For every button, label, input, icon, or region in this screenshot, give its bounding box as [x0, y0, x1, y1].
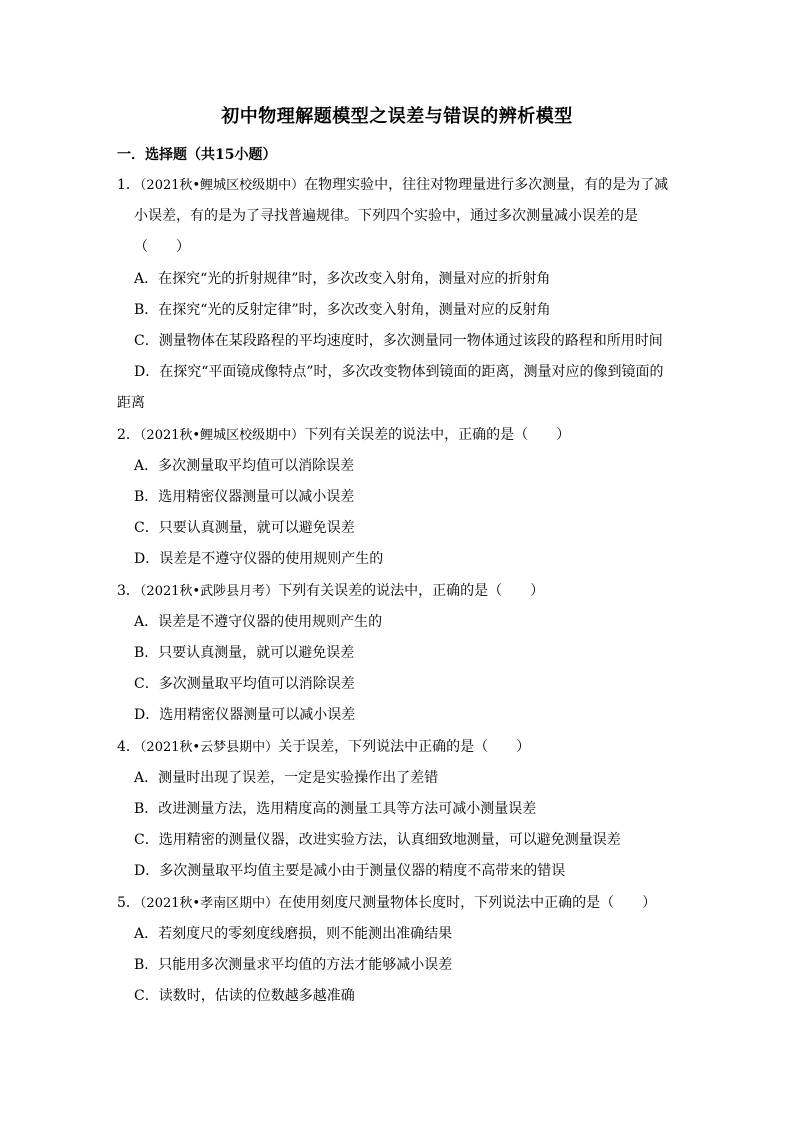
question-list: [117, 170, 679, 1012]
question-stem: [117, 888, 679, 919]
option-a: A．若刻度尺的零刻度线磨损，则不能测出准确结果: [134, 925, 453, 942]
section-heading: 一．选择题（共15小题）: [117, 147, 277, 163]
question-source: （2021秋•鲤城区校级期中）: [139, 427, 305, 443]
option-a: A．多次测量取平均值可以消除误差: [134, 457, 355, 474]
option-b: B．只能用多次测量求平均值的方法才能够减小误差: [134, 957, 453, 974]
option-d-continuation-text: 距离: [117, 395, 145, 412]
question-text: 下列有关误差的说法中，正确的是（ ）: [304, 426, 571, 443]
question-text: 关于误差，下列说法中正确的是（ ）: [278, 738, 531, 755]
question-5: [117, 888, 679, 1013]
question-text: 在物理实验中，往往对物理量进行多次测量，有的是为了减小误差，有的是为了寻找普遍规律。下列四个实验中，通过多次测量减小误差的是（ ）: [134, 177, 669, 256]
option-b: B．只要认真测量，就可以避免误差: [134, 645, 355, 662]
question-stem: [117, 576, 679, 607]
question-source: （2021秋•鲤城区校级期中）: [139, 178, 305, 193]
option-c: C．选用精密的测量仪器，改进实验方法，认真细致地测量，可以避免测量误差: [134, 832, 621, 849]
option-d: D．在探究“平面镜成像特点”时，多次改变物体到镜面的距离，测量对应的像到镜面的: [134, 364, 664, 381]
option-c: C．测量物体在某段路程的平均速度时，多次测量同一物体通过该段的路程和所用时间: [134, 333, 663, 350]
question-number: 1．: [117, 177, 140, 193]
option-d: D．误差是不遵守仪器的使用规则产生的: [134, 551, 384, 568]
option-a: A．在探究“光的折射规律”时，多次改变入射角，测量对应的折射角: [134, 270, 551, 287]
option-c: C．读数时，估读的位数越多越准确: [134, 988, 355, 1005]
option-b: B．选用精密仪器测量可以减小误差: [134, 489, 355, 506]
option-a: A．误差是不遵守仪器的使用规则产生的: [134, 613, 383, 630]
question-2: [117, 420, 679, 576]
option-a: A．测量时出现了误差，一定是实验操作出了差错: [134, 769, 439, 786]
question-number: 2．: [117, 426, 140, 443]
question-number: 3．: [117, 582, 140, 599]
question-4: [117, 732, 679, 888]
option-c: C．多次测量取平均值可以消除误差: [134, 676, 355, 693]
question-source: （2021秋•武陟县月考）: [139, 583, 279, 599]
question-text: 下列有关误差的说法中，正确的是（ ）: [278, 582, 545, 599]
option-b: B．在探究“光的反射定律”时，多次改变入射角，测量对应的反射角: [134, 301, 551, 318]
question-1: [117, 170, 679, 420]
question-source: （2021秋•孝南区期中）: [139, 895, 279, 911]
question-stem: [117, 420, 679, 451]
question-stem: [117, 732, 679, 763]
question-stem: [117, 170, 679, 264]
question-number: 5．: [117, 894, 140, 911]
option-d: D．选用精密仪器测量可以减小误差: [134, 707, 356, 724]
option-d: D．多次测量取平均值主要是减小由于测量仪器的精度不高带来的错误: [134, 863, 566, 880]
question-text: 在使用刻度尺测量物体长度时，下列说法中正确的是（ ）: [278, 894, 657, 911]
question-source: （2021秋•云梦县期中）: [139, 739, 279, 755]
question-3: [117, 576, 679, 732]
option-d-continuation: [117, 388, 679, 419]
option-b: B．改进测量方法，选用精度高的测量工具等方法可减小测量误差: [134, 801, 537, 818]
question-number: 4．: [117, 738, 140, 755]
option-c: C．只要认真测量，就可以避免误差: [134, 520, 355, 537]
document-title: 初中物理解题模型之误差与错误的辨析模型: [221, 106, 573, 127]
